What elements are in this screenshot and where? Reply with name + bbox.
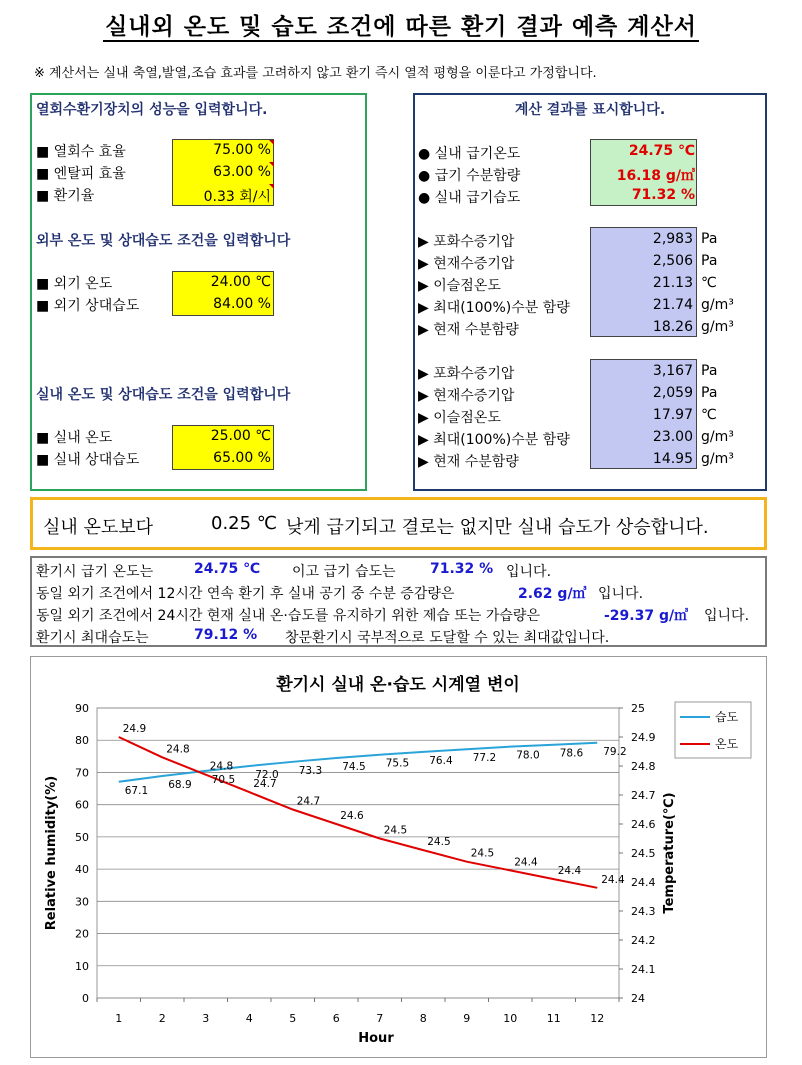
summary-value: -29.37 g/㎥ (604, 608, 689, 624)
supply-humidity-value: 71.32 % (631, 187, 695, 203)
y-axis-label: Relative humidity(%) (44, 775, 59, 931)
indoor-temperature-label: ■ 실내 온도 (36, 430, 113, 446)
data-label: 24.5 (383, 824, 408, 837)
y2-tick-label: 25 (631, 702, 645, 715)
result-value: 2,506 (652, 253, 693, 269)
data-label: 73.3 (298, 764, 323, 777)
summary-text: 입니다. (506, 564, 552, 580)
banner-prefix: 실내 온도보다 (43, 517, 154, 538)
summary-text: 동일 외기 조건에서 24시간 현재 실내 온·습도를 유지하기 위한 제습 또는 가습량은 (36, 608, 540, 624)
enthalpy-efficiency-label: ■ 엔탈피 효율 (36, 166, 126, 182)
data-label: 72.0 (255, 769, 279, 781)
chart-legend (675, 702, 751, 758)
outdoor-temperature-input[interactable]: 24.00 ℃ (210, 274, 271, 290)
y-tick-label: 70 (75, 766, 89, 780)
result-unit: ℃ (701, 407, 717, 423)
y2-tick-label: 24 (631, 992, 645, 1005)
result-label: ▶ 현재 수분함량 (418, 322, 519, 338)
result-label: ▶ 포화수증기압 (418, 234, 515, 250)
data-label: 24.4 (557, 865, 582, 878)
data-label: 78.0 (516, 749, 540, 762)
y2-tick-label: 24.8 (631, 760, 656, 773)
data-label: 68.9 (168, 778, 192, 791)
indoor-temperature-input[interactable]: 25.00 ℃ (210, 428, 271, 444)
summary-text: 환기시 급기 온도는 (36, 564, 154, 580)
outdoor-humidity-input[interactable]: 84.00 % (213, 296, 271, 312)
result-value: 23.00 (652, 429, 693, 445)
y-tick-label: 50 (75, 830, 89, 844)
summary-text: 환기시 최대습도는 (36, 630, 149, 646)
result-value: 18.26 (652, 319, 693, 335)
x-tick-label: 12 (590, 1012, 605, 1025)
result-value: 3,167 (652, 363, 693, 379)
x-tick-label: 7 (376, 1012, 384, 1025)
result-label: ▶ 현재 수분함량 (418, 454, 519, 470)
summary-text: 창문환기시 국부적으로 도달할 수 있는 최대값입니다. (285, 630, 610, 646)
result-label: ▶ 이슬점온도 (418, 278, 501, 294)
banner-suffix: 낮게 급기되고 결로는 없지만 실내 습도가 상승합니다. (286, 517, 709, 538)
data-label: 24.8 (166, 743, 190, 756)
heat-recovery-efficiency-label: ■ 열회수 효율 (36, 144, 126, 160)
indoor-humidity-input[interactable]: 65.00 % (213, 450, 271, 466)
result-value: 14.95 (652, 451, 693, 467)
data-label: 78.6 (559, 747, 584, 760)
data-label: 24.7 (296, 795, 321, 808)
summary-text: 입니다. (704, 608, 750, 624)
legend-box (675, 702, 751, 758)
result-unit: g/m³ (701, 429, 734, 445)
data-label: 75.5 (385, 757, 410, 770)
result-label: ▶ 현재수증기압 (418, 256, 515, 272)
y-tick-label: 0 (82, 992, 89, 1005)
data-label: 77.2 (472, 752, 497, 765)
banner-value: 0.25 ℃ (211, 513, 278, 534)
ventilation-rate-input[interactable]: 0.33 회/시 (203, 189, 271, 205)
result-panel (413, 93, 767, 491)
supply-humidity-label: ● 실내 급기습도 (418, 190, 521, 206)
summary-value: 79.12 % (194, 627, 258, 643)
x-tick-label: 4 (245, 1012, 253, 1025)
x-axis-label: Hour (358, 1031, 394, 1046)
y2-tick-label: 24.9 (631, 731, 656, 744)
data-label: 70.5 (211, 773, 236, 786)
result-unit: Pa (701, 363, 718, 379)
data-label: 24.7 (253, 778, 277, 791)
summary-value: 2.62 g/㎥ (518, 586, 587, 602)
outdoor-humidity-label: ■ 외기 상대습도 (36, 298, 140, 314)
x-tick-label: 1 (115, 1012, 123, 1025)
page-title: 실내외 온도 및 습도 조건에 따른 환기 결과 예측 계산서 (105, 14, 697, 40)
result-value: 17.97 (652, 407, 693, 423)
data-label: 24.4 (601, 873, 625, 886)
supply-moisture-value: 16.18 g/㎥ (616, 168, 695, 184)
result-unit: g/m³ (701, 451, 734, 467)
x-tick-label: 3 (202, 1012, 210, 1025)
data-label: 74.5 (342, 760, 366, 773)
y-tick-label: 20 (75, 927, 89, 941)
result-unit: Pa (701, 253, 718, 269)
y-tick-label: 40 (75, 863, 89, 877)
chart-title: 환기시 실내 온·습도 시계열 변이 (276, 675, 520, 695)
assumption-note: ※ 계산서는 실내 축열,발열,조습 효과를 고려하지 않고 환기 즉시 열적 평형을 이룬다고 가정합니다. (34, 66, 597, 81)
y2-axis-label: Temperature(℃) (662, 792, 677, 914)
data-label: 79.2 (603, 745, 627, 758)
summary-text: 동일 외기 조건에서 12시간 연속 환기 후 실내 공기 중 수분 증감량은 (36, 586, 455, 602)
y2-tick-label: 24.4 (631, 876, 656, 889)
outdoor-conditions-header: 외부 온도 및 상대습도 조건을 입력합니다 (36, 233, 291, 249)
result-value: 2,983 (652, 231, 693, 247)
data-label: 76.4 (429, 754, 453, 767)
x-tick-label: 9 (463, 1012, 471, 1025)
y2-tick-label: 24.2 (631, 934, 656, 947)
data-label: 24.4 (514, 856, 538, 869)
result-value: 21.74 (652, 297, 693, 313)
x-tick-label: 6 (332, 1012, 340, 1025)
chart-area (30, 656, 767, 1058)
summary-text: 입니다. (598, 586, 644, 602)
y2-tick-label: 24.7 (631, 789, 656, 802)
x-tick-label: 5 (289, 1012, 297, 1025)
result-unit: g/m³ (701, 297, 734, 313)
data-label: 24.6 (340, 810, 364, 822)
heat-recovery-efficiency-input[interactable]: 75.00 % (213, 142, 271, 158)
result-label: ▶ 최대(100%)수분 함량 (418, 300, 570, 316)
supply-temperature-label: ● 실내 급기온도 (418, 146, 521, 162)
result-label: ▶ 현재수증기압 (418, 388, 515, 404)
x-tick-label: 10 (503, 1012, 518, 1025)
input-panel (30, 93, 367, 491)
time-series-chart (31, 657, 766, 1057)
result-value: 21.13 (652, 275, 693, 291)
y2-tick-label: 24.6 (631, 818, 656, 831)
data-label: 67.1 (124, 784, 149, 797)
y-tick-label: 30 (75, 895, 89, 909)
y-tick-label: 90 (75, 702, 89, 715)
x-tick-label: 2 (158, 1012, 166, 1025)
x-tick-label: 11 (546, 1012, 561, 1025)
y-tick-label: 10 (75, 959, 89, 973)
y-tick-label: 60 (75, 798, 89, 812)
ventilation-rate-label: ■ 환기율 (36, 188, 95, 204)
summary-text: 이고 급기 습도는 (292, 564, 396, 580)
outdoor-temperature-label: ■ 외기 온도 (36, 276, 113, 292)
x-tick-label: 8 (419, 1012, 427, 1025)
indoor-conditions-header: 실내 온도 및 상대습도 조건을 입력합니다 (36, 387, 291, 403)
result-label: ▶ 포화수증기압 (418, 366, 515, 382)
data-label: 24.9 (122, 723, 147, 735)
result-header: 계산 결과를 표시합니다. (514, 102, 666, 118)
result-label: ▶ 최대(100%)수분 함량 (418, 432, 570, 448)
y2-tick-label: 24.3 (631, 905, 656, 918)
legend-label: 온도 (715, 737, 739, 751)
y2-tick-label: 24.1 (631, 963, 656, 976)
result-unit: Pa (701, 385, 718, 401)
legend-label: 습도 (715, 710, 739, 724)
y2-tick-label: 24.5 (631, 847, 656, 860)
ventilator-performance-header: 열회수환기장치의 성능을 입력합니다. (36, 102, 268, 118)
summary-value: 24.75 ℃ (194, 561, 261, 577)
enthalpy-efficiency-input[interactable]: 63.00 % (213, 164, 271, 180)
result-label: ▶ 이슬점온도 (418, 410, 501, 426)
result-unit: g/m³ (701, 319, 734, 335)
data-label: 24.5 (470, 847, 495, 860)
data-label: 24.8 (209, 760, 234, 773)
summary-value: 71.32 % (430, 561, 494, 577)
result-value: 2,059 (652, 385, 693, 401)
summary-box (30, 556, 767, 647)
result-unit: ℃ (701, 275, 717, 291)
result-banner (30, 497, 767, 550)
supply-temperature-value: 24.75 ℃ (628, 143, 695, 159)
data-label: 24.5 (427, 836, 451, 849)
supply-moisture-label: ● 급기 수분함량 (418, 168, 521, 184)
y-tick-label: 80 (75, 734, 89, 748)
result-unit: Pa (701, 231, 718, 247)
indoor-humidity-label: ■ 실내 상대습도 (36, 452, 140, 468)
